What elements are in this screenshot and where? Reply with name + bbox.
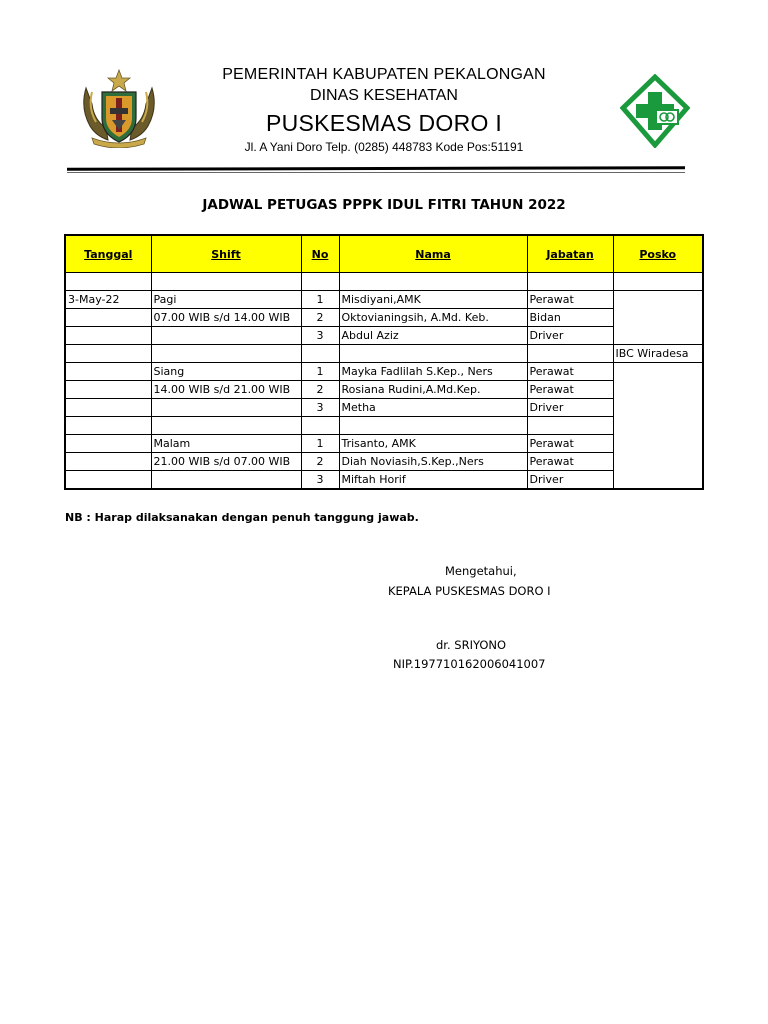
header-shift: Shift [151,235,301,273]
cell-tanggal [65,435,151,453]
cell-tanggal [65,273,151,291]
signature-name: dr. SRIYONO [436,638,507,652]
cell-posko-blank [613,291,703,345]
cell-nama: Metha [339,399,527,417]
cell-nama: Rosiana Rudini,A.Md.Kep. [339,381,527,399]
cell-tanggal [65,327,151,345]
cell-jabatan: Driver [527,471,613,490]
cell-jabatan: Perawat [527,381,613,399]
table-row [65,363,703,381]
cell-tanggal [65,381,151,399]
cell-no: 1 [301,291,339,309]
table-row [65,273,703,291]
cell-posko-blank [613,273,703,291]
cell-jabatan: Bidan [527,309,613,327]
cell-shift: Malam [151,435,301,453]
table-row [65,453,703,471]
header-tanggal: Tanggal [65,235,151,273]
header-posko: Posko [613,235,703,273]
cell-no: 1 [301,363,339,381]
cell-nama: Trisanto, AMK [339,435,527,453]
cell-jabatan: Perawat [527,435,613,453]
letterhead-institution: PUSKESMAS DORO I [265,110,503,136]
cell-shift: 14.00 WIB s/d 21.00 WIB [151,381,301,399]
cell-jabatan: Perawat [527,291,613,309]
cell-no: 3 [301,471,339,490]
cell-shift: 21.00 WIB s/d 07.00 WIB [151,453,301,471]
cell-no: 2 [301,381,339,399]
cell-shift [151,417,301,435]
header-no: No [301,235,339,273]
cell-nama [339,273,527,291]
letterhead-department: DINAS KESEHATAN [310,87,458,104]
cell-jabatan [527,345,613,363]
cell-tanggal [65,363,151,381]
letterhead-address: Jl. A Yani Doro Telp. (0285) 448783 Kode Pos:51191 [244,140,524,154]
cell-shift [151,399,301,417]
cell-jabatan: Perawat [527,453,613,471]
table-row [65,399,703,417]
letterhead-government: PEMERINTAH KABUPATEN PEKALONGAN [222,66,546,83]
cell-shift: Siang [151,363,301,381]
cell-nama: Miftah Horif [339,471,527,490]
cell-nama [339,417,527,435]
note-text: NB : Harap dilaksanakan dengan penuh tanggung jawab. [65,511,419,524]
schedule-table [64,234,704,490]
table-row [65,381,703,399]
cell-no [301,273,339,291]
cell-jabatan: Driver [527,399,613,417]
letterhead-divider [67,166,685,171]
signature-position: KEPALA PUSKESMAS DORO I [388,584,551,598]
cell-no [301,417,339,435]
cell-jabatan: Perawat [527,363,613,381]
header-nama: Nama [339,235,527,273]
letterhead-divider-thin [67,172,685,173]
table-row [65,417,703,435]
table-header-row [65,235,703,273]
cell-shift: Pagi [151,291,301,309]
cell-no: 2 [301,309,339,327]
table-row [65,435,703,453]
cell-tanggal: 3-May-22 [65,291,151,309]
cell-shift [151,345,301,363]
cell-tanggal [65,417,151,435]
cell-tanggal [65,345,151,363]
header-jabatan: Jabatan [527,235,613,273]
table-row [65,471,703,490]
cell-no: 3 [301,399,339,417]
cell-shift [151,273,301,291]
cell-nama [339,345,527,363]
cell-posko: IBC Wiradesa [613,345,703,363]
cell-jabatan [527,417,613,435]
table-row [65,345,703,363]
cell-tanggal [65,309,151,327]
cell-nama: Mayka Fadlilah S.Kep., Ners [339,363,527,381]
cell-shift: 07.00 WIB s/d 14.00 WIB [151,309,301,327]
cell-posko-blank [613,363,703,490]
signature-nip: NIP.197710162006041007 [393,657,546,671]
signature-knowing: Mengetahui, [445,564,517,578]
cell-shift [151,327,301,345]
cell-tanggal [65,471,151,490]
cell-no [301,345,339,363]
cell-nama: Diah Noviasih,S.Kep.,Ners [339,453,527,471]
cell-nama: Abdul Aziz [339,327,527,345]
table-row [65,327,703,345]
cell-nama: Misdiyani,AMK [339,291,527,309]
cell-nama: Oktovianingsih, A.Md. Keb. [339,309,527,327]
cell-no: 2 [301,453,339,471]
cell-tanggal [65,453,151,471]
cell-jabatan [527,273,613,291]
table-row [65,291,703,309]
cell-tanggal [65,399,151,417]
cell-no: 3 [301,327,339,345]
table-row [65,309,703,327]
cell-shift [151,471,301,490]
cell-jabatan: Driver [527,327,613,345]
cell-no: 1 [301,435,339,453]
document-title: JADWAL PETUGAS PPPK IDUL FITRI TAHUN 2022 [202,197,566,213]
